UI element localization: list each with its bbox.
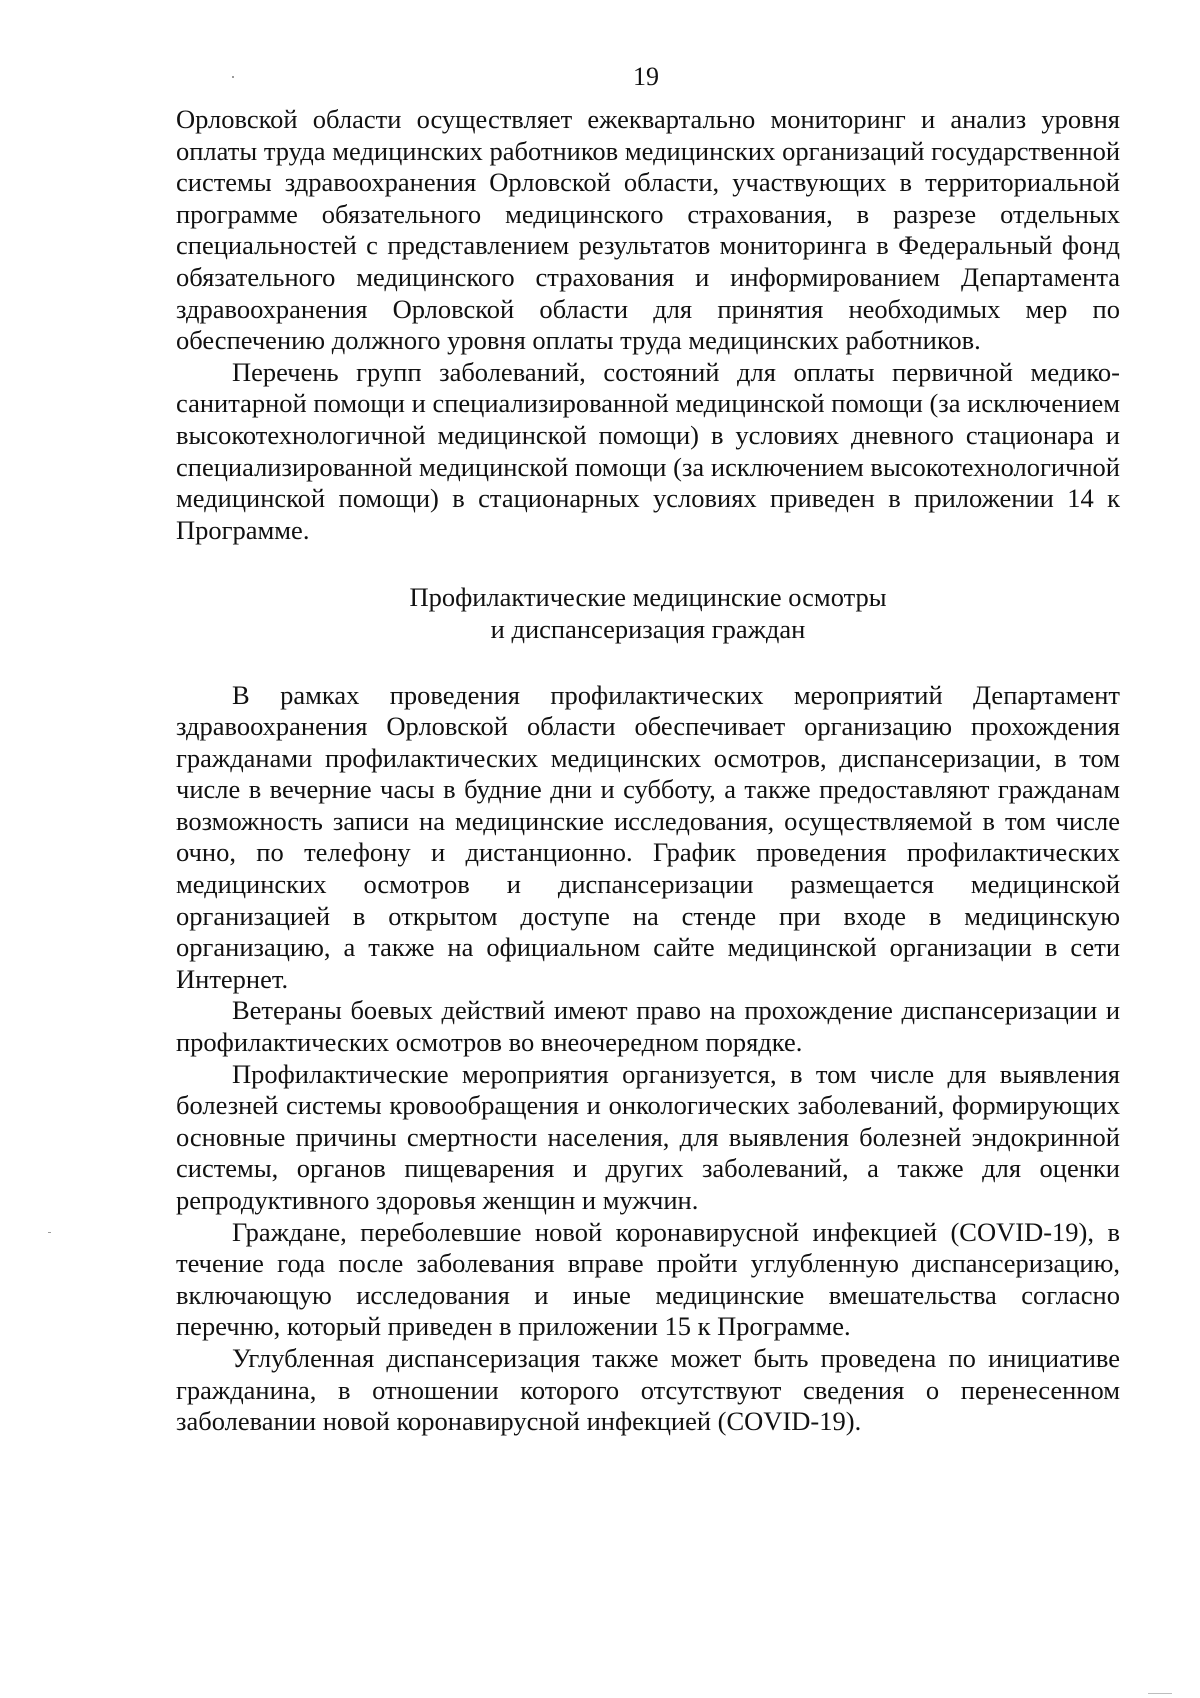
paragraph-in-depth-initiative: Углубленная диспансеризация также может быть проведена по инициативе гражданина, в отношении которого отсутствуют сведения о перенесенном заболевании новой коронавирусной инфекцией (COVID-19). <box>176 1342 1120 1437</box>
scan-speck <box>48 1232 51 1233</box>
paragraph-monitoring: Орловской области осуществляет ежеквартально мониторинг и анализ уровня оплаты труда медицинских работников медицинских организаций государственной системы здравоохранения Орловской области, участвующих в территориальной программе обязательного медицинского страхования, в разрезе отдельных специальностей с представлением результатов мониторинга в Федеральный фонд обязательного медицинского страхования и информированием Департамента здравоохранения Орловской области для принятия необходимых мер по обеспечению должного уровня оплаты труда медицинских работников. <box>176 104 1120 356</box>
scan-edge-mark <box>1148 1693 1172 1694</box>
section-heading-line-1: Профилактические медицинские осмотры <box>409 582 887 613</box>
document-body <box>176 104 1120 1438</box>
section-heading-line-2: и диспансеризация граждан <box>490 613 806 644</box>
paragraph-disease-groups: Перечень групп заболеваний, состояний для оплаты первичной медико-санитарной помощи и специализированной медицинской помощи (за исключением высокотехнологичной медицинской помощи) в условиях дневного стационара и специализированной медицинской помощи (за исключением высокотехнологичной медицинской помощи) в стационарных условиях приведен в приложении 14 к Программе. <box>176 356 1120 545</box>
paragraph-preventive-activities: Профилактические мероприятия организуется, в том числе для выявления болезней системы кровообращения и онкологических заболеваний, формирующих основные причины смертности населения, для выявления болезней эндокринной системы, органов пищеварения и других заболеваний, а также для оценки репродуктивного здоровья женщин и мужчин. <box>176 1058 1120 1215</box>
paragraph-preventive-measures: В рамках проведения профилактических мероприятий Департамент здравоохранения Орловской области обеспечивает организацию прохождения гражданами профилактических медицинских осмотров, диспансеризации, в том числе в вечерние часы в будние дни и субботу, а также предоставляют гражданам возможность записи на медицинские исследования, осуществляемой в том числе очно, по телефону и дистанционно. График проведения профилактических медицинских осмотров и диспансеризации размещается медицинской организацией в открытом доступе на стенде при входе в медицинскую организацию, а также на официальном сайте медицинской организации в сети Интернет. <box>176 679 1120 994</box>
scan-speck <box>232 76 234 78</box>
paragraph-veterans: Ветераны боевых действий имеют право на прохождение диспансеризации и профилактических осмотров во внеочередном порядке. <box>176 995 1120 1058</box>
section-heading <box>176 582 1120 645</box>
paragraph-covid-recovered: Граждане, переболевшие новой коронавирусной инфекцией (COVID-19), в течение года после заболевания вправе пройти углубленную диспансеризацию, включающую исследования и иные медицинские вмешательства согласно перечню, который приведен в приложении 15 к Программе. <box>176 1216 1120 1342</box>
page-number: 19 <box>633 62 659 91</box>
